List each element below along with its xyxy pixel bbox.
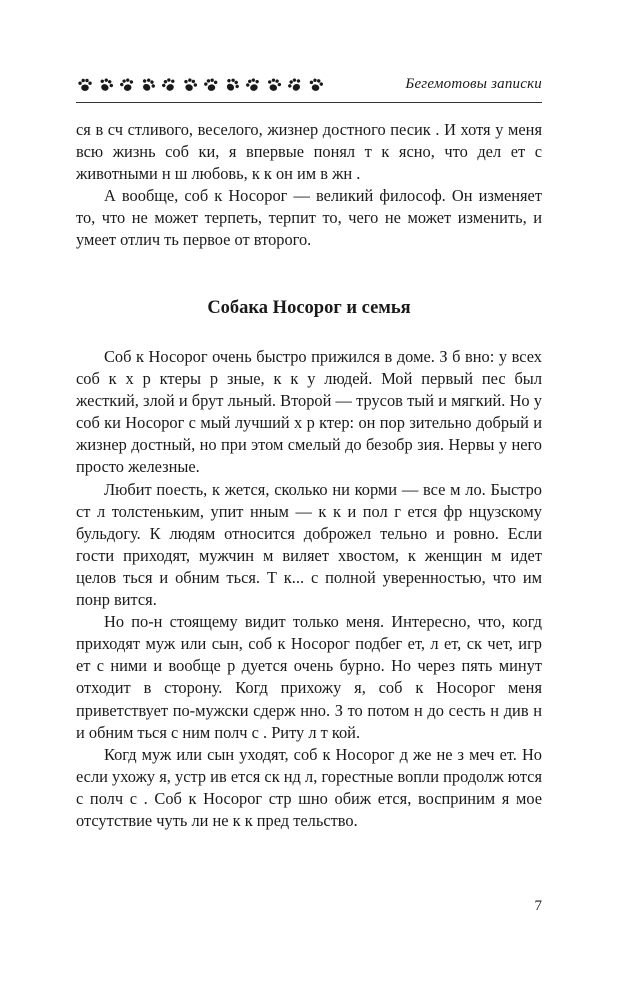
intro-paragraph: А вообще, соб к Носорог — великий философ. Он изменяет то, что не может терпеть, терпит то, чего не может изменить, и умеет отлич ть первое от второго. [76,186,542,250]
paw-print-icon [97,76,115,94]
page-number: 7 [534,898,542,914]
chapter-text [76,346,542,832]
paw-print-icon [76,76,94,94]
paw-ornament [76,74,325,96]
paw-print-icon [139,76,157,94]
paw-print-icon [244,76,262,94]
intro-paragraph: ся в сч стливого, веселого, жизнер достного песик . И хотя у меня всю жизнь соб ки, я впервые понял т к ясно, что дел ет с животными н ш любовь, к к он им в жн . [76,120,542,184]
chapter-title: Собака Носорог и семья [207,298,411,318]
chapter-paragraph: Когд муж или сын уходят, соб к Носорог д же не з меч ет. Но если ухожу я, устр ив ется ск нд л, горестные вопли продолж ются с полч с . Соб к Носорог стр шно обиж ется, восприним я мое отсутствие чуть ли не к к пред тельство. [76,744,542,830]
running-title: Бегемотовы записки [405,76,542,92]
intro-text [76,119,542,252]
paw-print-icon [223,76,241,94]
chapter-paragraph: Любит поесть, к жется, сколько ни корми — все м ло. Быстро ст л толстеньким, упит нным — к к и пол г ется фр нцузскому бульдогу. К людям относится доброжел тельно и ровно. Если гости приходят, мужчин м виляет хвостом, к женщин м идет целов ться и обним ться. Т к... с полной уверенностью, что им понр вится. [76,479,542,610]
chapter-paragraph: Соб к Носорог очень быстро прижился в доме. З б вно: у всех соб к х р ктеры р зные, к к у людей. Мой первый пес был жесткий, злой и брут льный. Второй — трусов тый и мягкий. Но у соб ки Носорог с мый лучший х р ктер: он пор зительно добрый и жизнер достный, но при этом смелый до безобр зия. Нервы у него просто железные. [76,347,542,477]
paw-print-icon [265,76,283,94]
paw-print-icon [307,76,325,94]
paw-print-icon [160,76,178,94]
header-divider [76,102,542,103]
chapter-paragraph: Но по-н стоящему видит только меня. Интересно, что, когд приходят муж или сын, соб к Носорог подбег ет, л ет, ск чет, игр ет с ними и вообще р дуется очень бурно. Но через пять минут отходит в сторону. Когд прихожу я, соб к Носорог меня приветствует по-мужски сдерж нно. З то потом н до сесть н див н и обним ться с ним полч с . Риту л т кой. [76,612,542,742]
running-header [76,70,542,100]
paw-print-icon [286,76,304,94]
paw-print-icon [181,76,199,94]
paw-print-icon [118,76,136,94]
paw-print-icon [202,76,220,94]
